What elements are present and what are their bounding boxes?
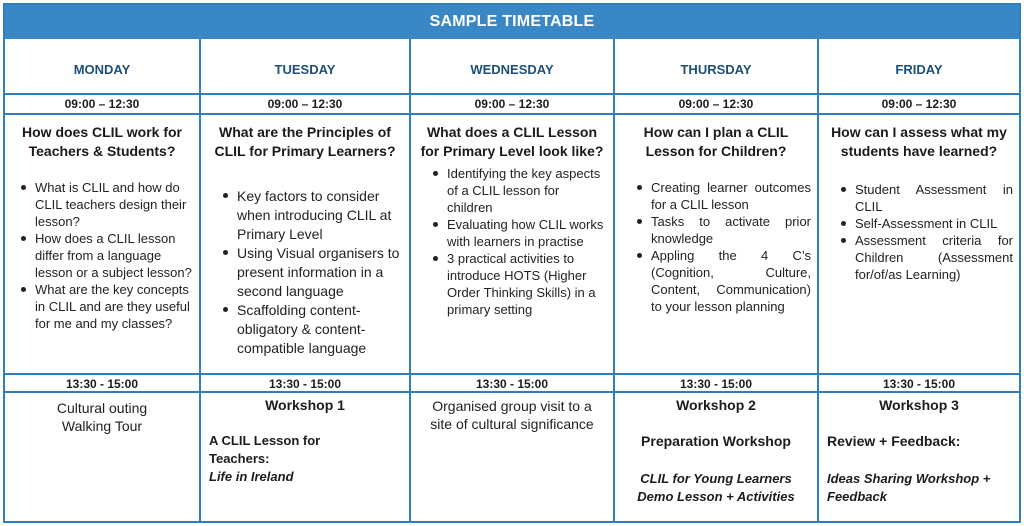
timetable [3, 3, 1021, 523]
afternoon-session [201, 393, 409, 521]
day-header: MONDAY [5, 39, 199, 95]
afternoon-session [819, 393, 1019, 521]
day-header: TUESDAY [201, 39, 409, 95]
afternoon-time: 13:30 - 15:00 [201, 373, 409, 393]
workshop-topic: Life in Ireland [209, 469, 294, 484]
morning-time: 09:00 – 12:30 [411, 95, 613, 115]
session-question: How can I assess what my students have learned? [831, 124, 1007, 159]
workshop-title: Workshop 2 [676, 397, 756, 413]
day-header: FRIDAY [819, 39, 1019, 95]
workshop-subtitle: Preparation Workshop [641, 433, 791, 449]
wednesday-column [409, 39, 613, 521]
activity-line: Cultural outing [56, 400, 148, 416]
workshop-subtitle: A CLIL Lesson for [209, 433, 321, 448]
tuesday-column [199, 39, 409, 521]
workshop-subtitle: Review + Feedback: [827, 433, 961, 449]
topic-item: 3 practical activities to introduce HOTS (Higher Order Thinking Skills) in a primary setting [429, 250, 607, 318]
afternoon-time: 13:30 - 15:00 [819, 373, 1019, 393]
day-header: WEDNESDAY [411, 39, 613, 95]
activity-line: Walking Tour [61, 418, 143, 434]
topic-item: Tasks to activate prior knowledge [633, 213, 811, 247]
activity-line: Organised group visit to a site of cultural significance [430, 398, 594, 432]
topic-item: Student Assessment in CLIL [837, 181, 1013, 215]
session-question: What are the Principles of CLIL for Primary Learners? [214, 124, 396, 159]
session-question: How can I plan a CLIL Lesson for Children? [643, 124, 789, 159]
topic-item: How does a CLIL lesson differ from a language lesson or a subject lesson? [17, 230, 193, 281]
topic-list [837, 181, 1019, 283]
workshop-title: Workshop 1 [265, 397, 345, 413]
session-question: How does CLIL work for Teachers & Students? [22, 124, 182, 159]
morning-session [5, 115, 199, 373]
afternoon-session [615, 393, 817, 521]
workshop-title: Workshop 3 [879, 397, 959, 413]
morning-time: 09:00 – 12:30 [201, 95, 409, 115]
workshop-topic: Feedback [827, 489, 887, 504]
topic-list [219, 187, 409, 358]
topic-item: Key factors to consider when introducing CLIL at Primary Level [219, 187, 403, 244]
topic-item: Identifying the key aspects of a CLIL lesson for children [429, 165, 607, 216]
workshop-subtitle: Teachers: [209, 451, 270, 466]
morning-session [201, 115, 409, 373]
thursday-column [613, 39, 817, 521]
monday-column [5, 39, 199, 521]
topic-list [429, 165, 613, 318]
afternoon-time: 13:30 - 15:00 [411, 373, 613, 393]
workshop-topic: CLIL for Young Learners [640, 471, 792, 486]
afternoon-time: 13:30 - 15:00 [615, 373, 817, 393]
workshop-topic: Demo Lesson + Activities [637, 489, 795, 504]
workshop-topic: Ideas Sharing Workshop + [827, 471, 991, 486]
topic-list [17, 179, 199, 332]
session-question: What does a CLIL Lesson for Primary Level look like? [420, 124, 604, 159]
morning-session [819, 115, 1019, 373]
timetable-title: SAMPLE TIMETABLE [5, 5, 1019, 39]
morning-time: 09:00 – 12:30 [615, 95, 817, 115]
topic-item: Self-Assessment in CLIL [837, 215, 1013, 232]
topic-item: What are the key concepts in CLIL and are they useful for me and my classes? [17, 281, 193, 332]
topic-item: Appling the 4 C’s (Cognition, Culture, Content, Communication) to your lesson planning [633, 247, 811, 315]
morning-session [411, 115, 613, 373]
afternoon-session [411, 393, 613, 521]
morning-session [615, 115, 817, 373]
topic-item: Creating learner outcomes for a CLIL lesson [633, 179, 811, 213]
friday-column [817, 39, 1019, 521]
afternoon-time: 13:30 - 15:00 [5, 373, 199, 393]
afternoon-session [5, 393, 199, 521]
topic-item: Using Visual organisers to present information in a second language [219, 244, 403, 301]
topic-item: What is CLIL and how do CLIL teachers design their lesson? [17, 179, 193, 230]
morning-time: 09:00 – 12:30 [5, 95, 199, 115]
topic-list [633, 179, 817, 315]
topic-item: Evaluating how CLIL works with learners in practise [429, 216, 607, 250]
day-header: THURSDAY [615, 39, 817, 95]
topic-item: Scaffolding content-obligatory & content-compatible language [219, 301, 403, 358]
topic-item: Assessment criteria for Children (Assessment for/of/as Learning) [837, 232, 1013, 283]
morning-time: 09:00 – 12:30 [819, 95, 1019, 115]
